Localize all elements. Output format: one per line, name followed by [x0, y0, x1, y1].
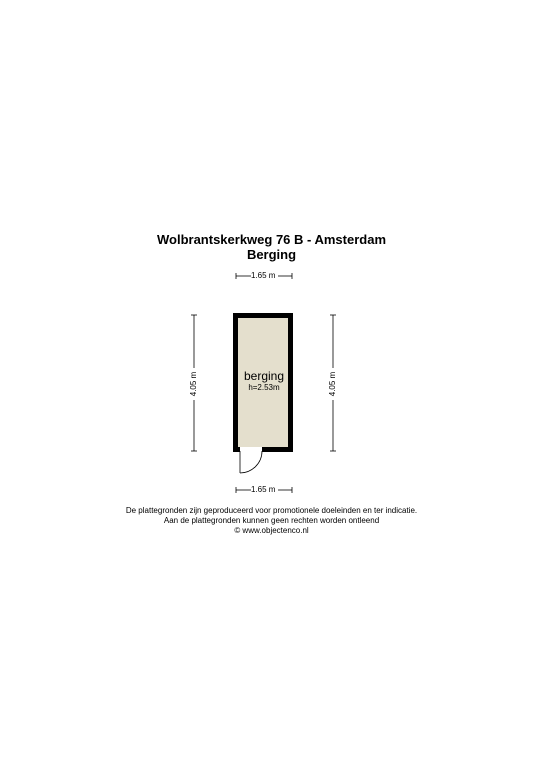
door-swing — [240, 451, 262, 473]
floor-title: Berging — [246, 247, 297, 262]
dim-right-label: 4.05 m — [328, 371, 337, 397]
door-opening — [240, 447, 262, 453]
room-name: berging — [243, 369, 285, 383]
room-height: h=2.53m — [248, 383, 280, 392]
copyright-line: © www.objectenco.nl — [234, 526, 309, 535]
disclaimer-line-2: Aan de plattegronden kunnen geen rechten worden ontleend — [163, 516, 380, 525]
dim-left-label: 4.05 m — [189, 371, 198, 397]
disclaimer-line-1: De plattegronden zijn geproduceerd voor promotionele doeleinden en ter indicatie. — [125, 506, 418, 515]
dim-bottom-label: 1.65 m — [251, 485, 276, 494]
address-title: Wolbrantskerkweg 76 B - Amsterdam — [156, 232, 387, 247]
dim-top-label: 1.65 m — [251, 271, 276, 280]
